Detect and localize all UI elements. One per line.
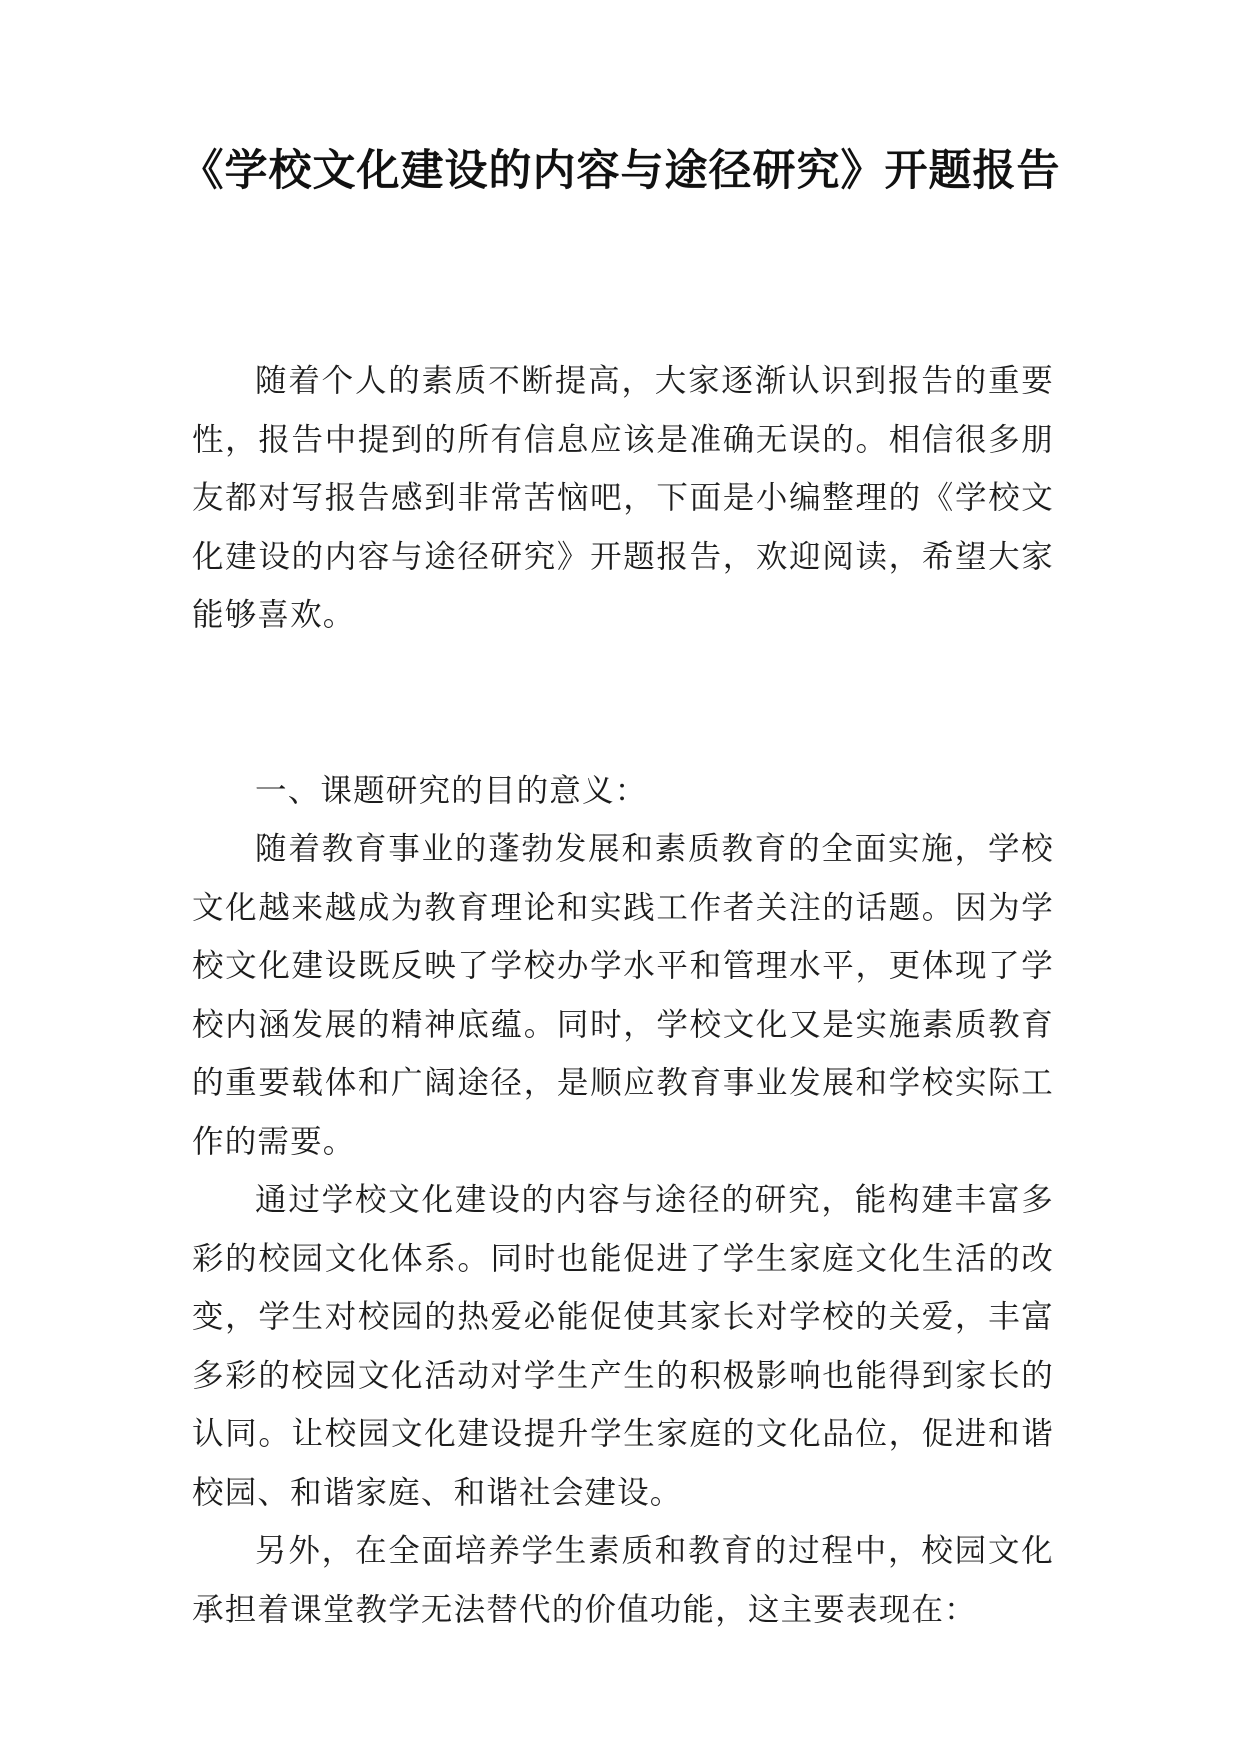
intro-paragraph: 随着个人的素质不断提高，大家逐渐认识到报告的重要性，报告中提到的所有信息应该是准确无误的。相信很多朋友都对写报告感到非常苦恼吧，下面是小编整理的《学校文化建设的内容与途径研究》开题报告，欢迎阅读，希望大家能够喜欢。 bbox=[192, 363, 1054, 633]
body-paragraph: 另外，在全面培养学生素质和教育的过程中，校园文化承担着课堂教学无法替代的价值功能，这主要表现在： bbox=[192, 1533, 1054, 1628]
document-body bbox=[192, 352, 1054, 1639]
section-heading: 一、课题研究的目的意义： bbox=[255, 772, 648, 809]
body-paragraph: 随着教育事业的蓬勃发展和素质教育的全面实施，学校文化越来越成为教育理论和实践工作者关注的话题。因为学校文化建设既反映了学校办学水平和管理水平，更体现了学校内涵发展的精神底蕴。同时，学校文化又是实施素质教育的重要载体和广阔途径，是顺应教育事业发展和学校实际工作的需要。 bbox=[192, 831, 1054, 1160]
body-paragraph: 通过学校文化建设的内容与途径的研究，能构建丰富多彩的校园文化体系。同时也能促进了学生家庭文化生活的改变，学生对校园的热爱必能促使其家长对学校的关爱，丰富多彩的校园文化活动对学生产生的积极影响也能得到家长的认同。让校园文化建设提升学生家庭的文化品位，促进和谐校园、和谐家庭、和谐社会建设。 bbox=[192, 1182, 1054, 1511]
document-title: 《学校文化建设的内容与途径研究》开题报告 bbox=[180, 146, 1061, 196]
section-spacer bbox=[192, 645, 1054, 762]
